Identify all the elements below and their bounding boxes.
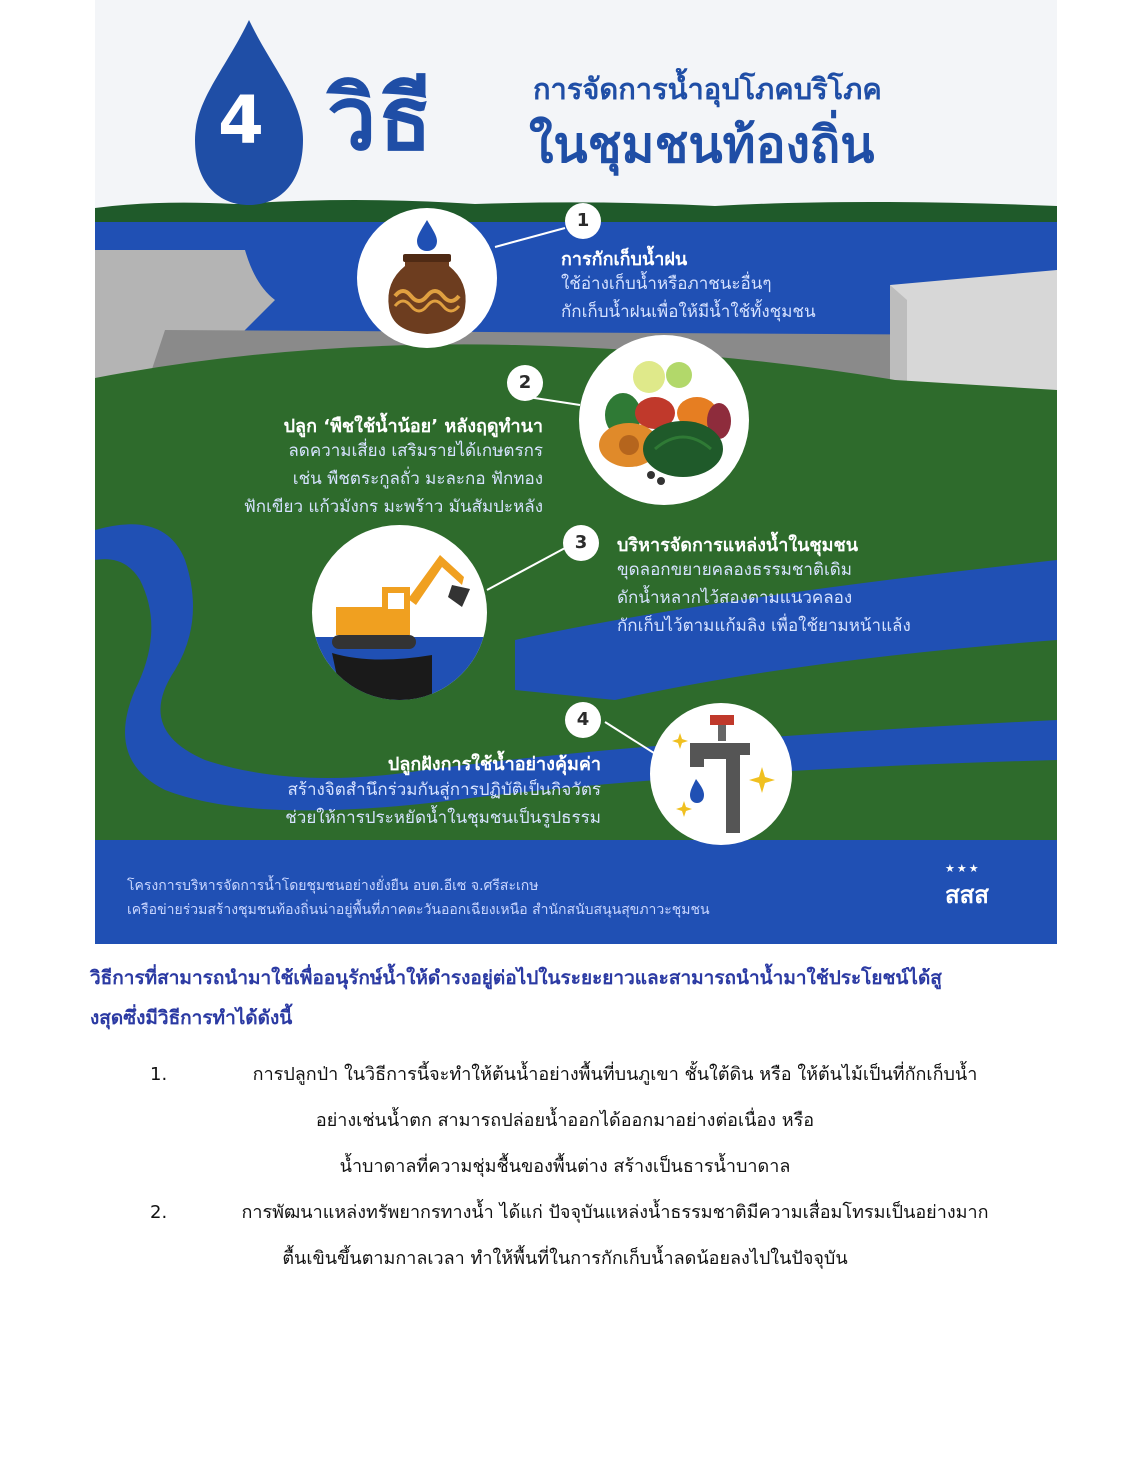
step-1-description: [561, 270, 816, 326]
sss-logo: [945, 862, 989, 914]
list-number: 1.: [150, 1064, 168, 1085]
intro-line: วิธีการที่สามารถนำมาใช้เพื่ออนุรักษ์น้ำให้ดำรงอยู่ต่อไปในระยะยาวและสามารถนำน้ำมาใช้ประโยชน์ได้สู: [90, 967, 942, 989]
step-3-description: [617, 556, 911, 640]
list-item-1: [90, 1052, 1040, 1190]
poster-subtitle: การจัดการน้ำอุปโภคบริโภค: [533, 72, 882, 106]
step-3-line: ขุดลอกขยายคลองธรรมชาติเดิม: [617, 560, 852, 580]
big-number: 4: [218, 82, 264, 159]
step-1-illustration: [357, 208, 497, 348]
poster-main-title: ในชุมชนท้องถิ่น: [529, 116, 875, 174]
vegetables-icon: [579, 335, 749, 505]
poster-footer: [127, 874, 710, 922]
list-line: ตื้นเขินขึ้นตามกาลเวลา ทำให้พื้นที่ในการกักเก็บน้ำลดน้อยลงไปในปัจจุบัน: [282, 1248, 848, 1269]
step-2-title: ปลูก ‘พืชใช้น้ำน้อย’ หลังฤดูทำนา: [283, 416, 543, 437]
step-3-illustration: [312, 525, 487, 700]
list-line: อย่างเช่นน้ำตก สามารถปล่อยน้ำออกได้ออกมาอย่างต่อเนื่อง หรือ: [315, 1110, 815, 1131]
step-3-line: กักเก็บไว้ตามแก้มลิง เพื่อใช้ยามหน้าแล้ง: [617, 616, 911, 636]
infographic-poster: [95, 0, 1057, 944]
title-wi: วิธี: [327, 67, 435, 170]
step-4-badge: 4: [565, 702, 601, 738]
list-line: การพัฒนาแหล่งทรัพยากรทางน้ำ ได้แก่ ปัจจุบันแหล่งน้ำธรรมชาติมีความเสื่อมโทรมเป็นอย่างมาก: [241, 1202, 989, 1223]
step-1-line: กักเก็บน้ำฝนเพื่อให้มีน้ำใช้ทั้งชุมชน: [561, 302, 816, 322]
faucet-icon: [650, 703, 792, 845]
list-number: 2.: [150, 1202, 168, 1223]
excavator-icon: [312, 525, 487, 700]
step-1-badge: 1: [565, 203, 601, 239]
step-3-title: บริหารจัดการแหล่งน้ำในชุมชน: [617, 535, 859, 556]
intro-paragraph: [90, 958, 1040, 1038]
step-1-title: การกักเก็บน้ำฝน: [561, 249, 688, 270]
step-4-illustration: [650, 703, 792, 845]
step-2-badge: 2: [507, 365, 543, 401]
water-jar-icon: [357, 208, 497, 348]
step-4-title: ปลูกฝังการใช้น้ำอย่างคุ้มค่า: [387, 754, 601, 775]
list-line: การปลูกป่า ในวิธีการนี้จะทำให้ต้นน้ำอย่างพื้นที่บนภูเขา ชั้นใต้ดิน หรือ ให้ต้นไม้เป็นที่กักเก็บน้ำ: [252, 1064, 978, 1085]
logo-text: สสส: [945, 881, 989, 909]
step-2-illustration: [579, 335, 749, 505]
step-2-line: ฟักเขียว แก้วมังกร มะพร้าว มันสัมปะหลัง: [243, 497, 543, 517]
step-1-line: ใช้อ่างเก็บน้ำหรือภาชนะอื่นๆ: [561, 274, 772, 294]
step-4-line: สร้างจิตสำนึกร่วมกันสู่การปฏิบัติเป็นกิจวัตร: [287, 780, 601, 800]
step-3-line: ดักน้ำหลากไว้สองตามแนวคลอง: [617, 588, 853, 608]
step-4-line: ช่วยให้การประหยัดน้ำในชุมชนเป็นรูปธรรม: [285, 808, 601, 828]
logo-stars-icon: ★★★: [945, 862, 981, 875]
document-body: [90, 958, 1040, 1282]
intro-line: งสุดซึ่งมีวิธีการทำได้ดังนี้: [90, 1007, 293, 1029]
step-4-description: [285, 776, 601, 832]
step-2-description: [244, 437, 543, 521]
list-item-2: [90, 1190, 1040, 1282]
footer-line: เครือข่ายร่วมสร้างชุมชนท้องถิ่นน่าอยู่พื้นที่ภาคตะวันออกเฉียงเหนือ สำนักสนับสนุนสุขภาวะชุมชน: [127, 902, 710, 918]
step-2-line: เช่น พืชตระกูลถั่ว มะละกอ ฟักทอง: [292, 469, 543, 489]
list-line: น้ำบาดาลที่ความชุ่มชื้นของพื้นต่าง สร้างเป็นธารน้ำบาดาล: [339, 1156, 791, 1177]
footer-line: โครงการบริหารจัดการน้ำโดยชุมชนอย่างยั่งยืน อบต.อีเซ จ.ศรีสะเกษ: [127, 878, 539, 894]
step-3-badge: 3: [563, 525, 599, 561]
step-2-line: ลดความเสี่ยง เสริมรายได้เกษตรกร: [288, 441, 543, 461]
